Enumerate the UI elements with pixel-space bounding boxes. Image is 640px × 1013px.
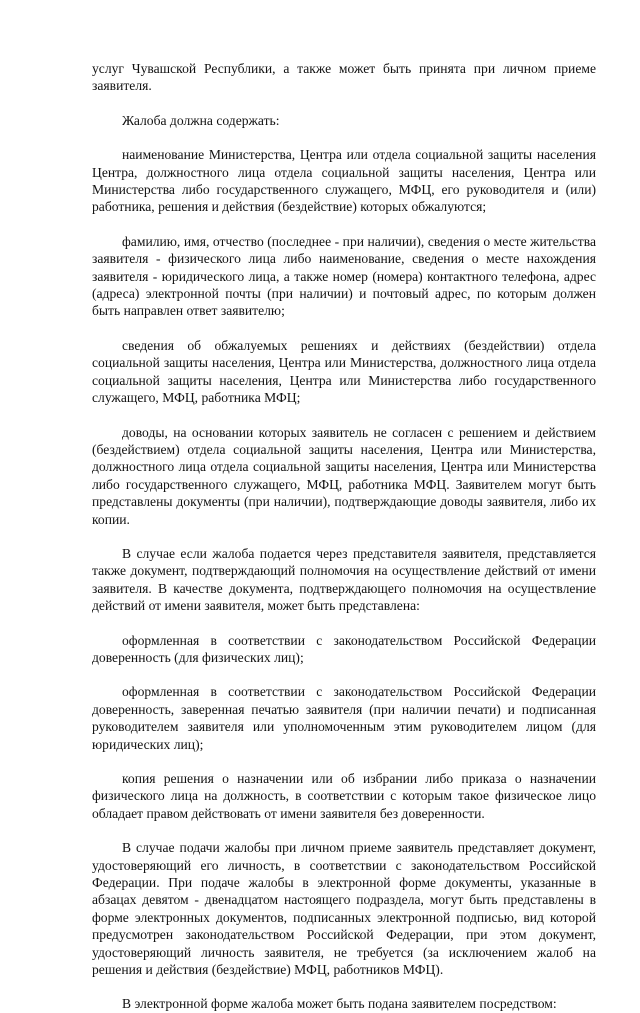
paragraph-continuation: услуг Чувашской Республики, а также может быть принята при личном приеме заявителя.: [92, 61, 596, 94]
paragraph-personal-reception: В случае подачи жалобы при личном приеме заявитель представляет документ, удостоверяющий его личность, в соответствии с законодательством Российской Федерации. При подаче жалобы в электронной форме документы, указанные в абзацах девятом - двенадцатом настоящего подраздела, могут быть представлены в форме электронных документов, подписанных электронной подписью, вид которой предусмотрен законодательством Российской Федерации, при этом документ, удостоверяющий личность заявителя, не требуется (за исключением жалоб на решения и действия (бездействие) МФЦ, работников МФЦ).: [92, 840, 596, 978]
paragraph-representative: В случае если жалоба подается через представителя заявителя, представляется также документ, подтверждающий полномочия на осуществление действий от имени заявителя. В качестве документа, подтверждающего полномочия на осуществление действий от имени заявителя, может быть представлена:: [92, 545, 596, 614]
paragraph-power-of-attorney-individuals: оформленная в соответствии с законодательством Российской Федерации доверенность (для физических лиц);: [92, 632, 596, 665]
paragraph-arguments: доводы, на основании которых заявитель не согласен с решением и действием (бездействием) отдела социальной защиты населения, Центра или Министерства, должностного лица отдела социальной защиты населения, Центра или Министерства либо государственного служащего, МФЦ, работника МФЦ. Заявителем могут быть представлены документы (при наличии), подтверждающие доводы заявителя, либо их копии.: [92, 424, 596, 527]
paragraph-electronic-form: В электронной форме жалоба может быть подана заявителем посредством:: [122, 996, 557, 1012]
paragraph-applicant-details: фамилию, имя, отчество (последнее - при наличии), сведения о месте жительства заявителя - физического лица либо наименование, сведения о месте нахождения заявителя - юридического лица, а также номер (номера) контактного телефона, адрес (адреса) электронной почты (при наличии) и почтовый адрес, по которым должен быть направлен ответ заявителю;: [92, 233, 596, 319]
paragraph-power-of-attorney-legal-entities: оформленная в соответствии с законодательством Российской Федерации доверенность, заверенная печатью заявителя (при наличии печати) и подписанная руководителем заявителя или уполномоченным этим руководителем лицом (для юридических лиц);: [92, 684, 596, 752]
paragraph-appealed-decisions: сведения об обжалуемых решениях и действиях (бездействии) отдела социальной защиты населения, Центра или Министерства, должностного лица отдела социальной защиты населения, Центра или Министерства либо государственного служащего, МФЦ, работника МФЦ;: [92, 337, 596, 406]
paragraph-name-of-body: наименование Министерства, Центра или отдела социальной защиты населения Центра, должностного лица отдела социальной защиты населения, Центра или Министерства либо государственного служащего, МФЦ, его руководителя и (или) работника, решения и действия (бездействие) которых обжалуются;: [92, 147, 596, 215]
paragraph-appointment-decision: копия решения о назначении или об избрании либо приказа о назначении физического лица на должность, в соответствии с которым такое физическое лицо обладает правом действовать от имени заявителя без доверенности.: [92, 771, 596, 821]
paragraph-complaint-contents-intro: Жалоба должна содержать:: [122, 112, 280, 128]
